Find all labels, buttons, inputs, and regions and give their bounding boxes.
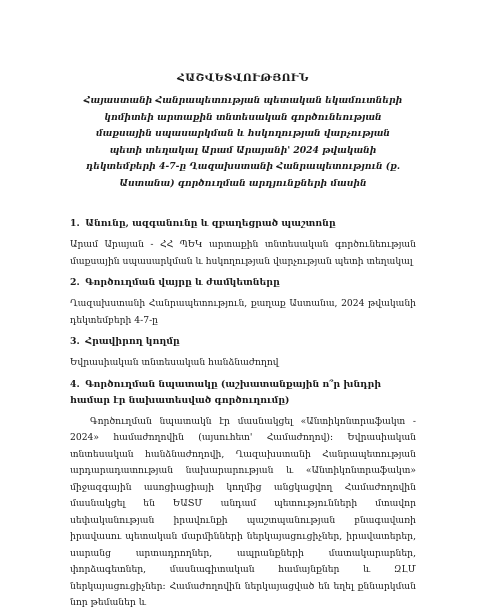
section-1	[70, 216, 416, 270]
section-body: Եվրասիական տնտեսական հանձնաժողով	[70, 357, 279, 368]
section-4	[70, 377, 416, 612]
section-body: Գործուղման նպատակն էր մասնակցել «Անտիկոնտրաֆակտ - 2024» համաժողովին (այսուհետ' Համաժողով): Եվրասիական տնտեսական հանձնաժողովի, Ղազախստանի Հանրապետության արդարադատության նախարարության և «Անտիկոնտրաֆակտ» միջազգային ասոցիացիայի կողմից անցկացվող Համաժողովին մասնակցել են ԵԱՏՄ անդամ պետությունների մտավոր սեփականության իրավունքի պաշտպանության բնագավառի իրավասու պետական մարմինների ներկայացուցիչներ, իրավատերեր, սարանց արտադրողներ, ապրանքների մատակարարներ, փորձագետներ, մասնագիտական համայնքներ և ԶԼՄ ներկայացուցիչներ: Համաժողովին ներկայացված են եղել քննարկման նոր թեմաներ և	[70, 415, 416, 608]
document-page	[0, 72, 480, 608]
section-2	[70, 275, 416, 329]
section-heading-text: Անունը, ազգանունը և զբաղեցրած պաշտոնը	[85, 218, 336, 229]
section-heading	[70, 377, 416, 409]
section-number: 1.	[70, 218, 80, 229]
section-heading	[70, 275, 416, 291]
section-body: Ղազախստանի Հանրապետություն, քաղաք Աստանա, 2024 թվականի դեկտեմբերի 4-7-ը	[70, 298, 416, 326]
section-number: 2.	[70, 277, 80, 288]
section-number: 3.	[70, 336, 80, 347]
section-3	[70, 334, 416, 372]
section-heading-text: Գործուղման վայրը և ժամկետները	[85, 277, 280, 288]
section-body: Արամ Արայան - ՀՀ ՊԵԿ արտաքին տնտեսական գործունեության մաքսային սպասարկման և հսկողության վարչության պետի տեղակալ	[70, 239, 416, 267]
section-heading-text: Գործուղման նպատակը (աշխատանքային ո՞ր խնդրի համար էր նախատեսված գործուղումը)	[70, 378, 382, 406]
section-number: 4.	[70, 378, 80, 390]
document-subtitle: Հայաստանի Հանրապետության պետական եկամուտների կոմիտեի արտաքին տնտեսական գործունեության մաքսային սպասարկման և հսկողության վարչության պետի տեղակալ Արամ Արայանի' 2024 թվականի դեկտեմբերի 4-7-ը Ղազախստանի Հանրապետություն (ք. Աստանա) գործուղման արդյունքների մասին	[83, 95, 403, 189]
section-heading	[70, 334, 416, 350]
document-title: ՀԱՇՎԵՏՎՈՒԹՅՈՒՆ	[177, 72, 309, 84]
section-heading-text: Հրավիրող կողմը	[85, 336, 180, 347]
section-heading	[70, 216, 416, 232]
